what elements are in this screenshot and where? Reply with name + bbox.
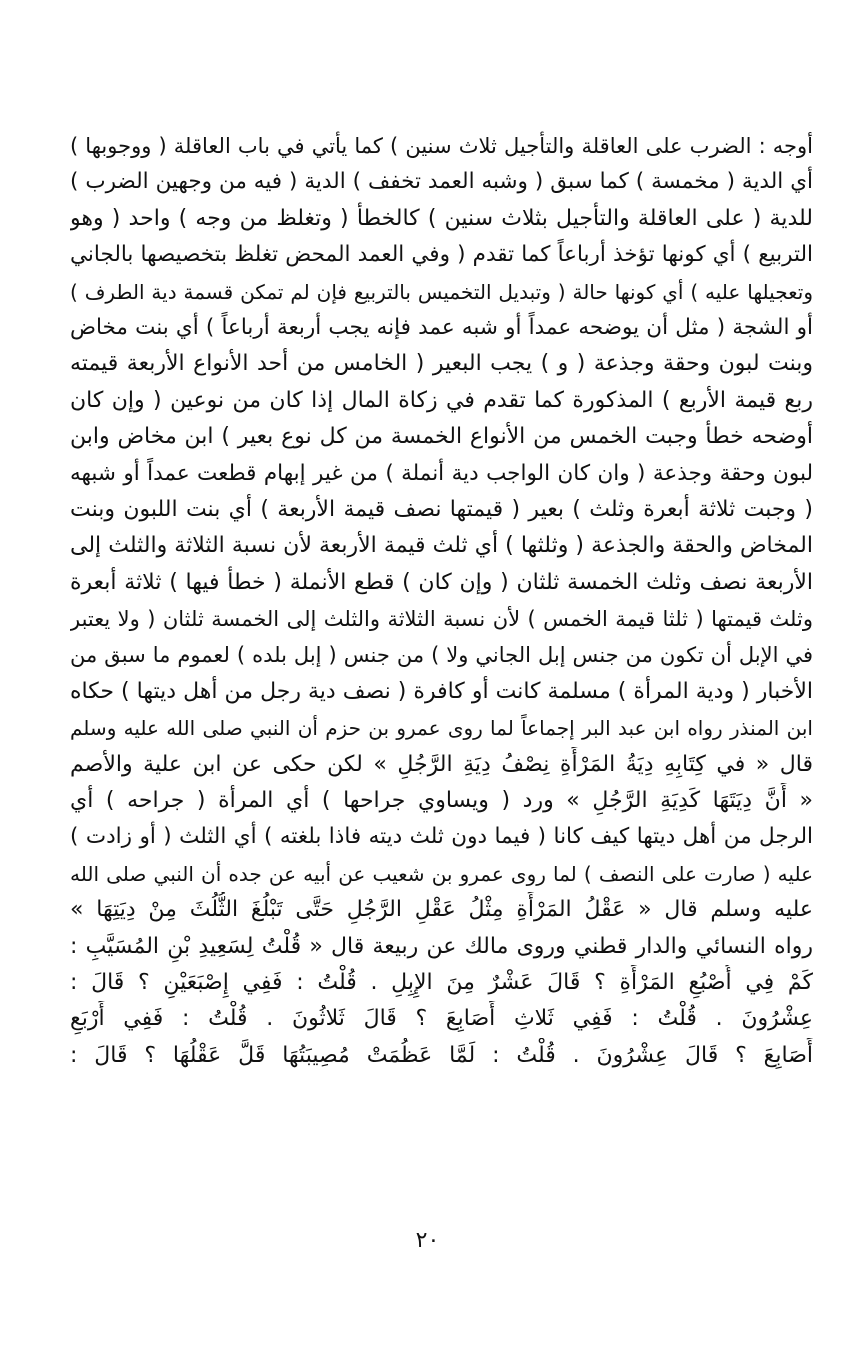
text-line: الرجل من أهل ديتها كيف كانا ( فيما دون ثلث ديته فاذا بلغته ) أي الثلث ( أو زادت ) [70, 824, 813, 850]
text-line: ربع قيمة الأربع ) المذكورة كما تقدم في زكاة المال إذا كان من نوعين ( وإن كان [70, 387, 813, 413]
text-line: عليه وسلم قال « عَقْلُ المَرْأَةِ مِثْلُ عَقْلِ الرَّجُلِ حَتَّى تَبْلُغَ الثُّلُثَ مِنْ دِيَتِهَا » [70, 897, 813, 923]
text-line: قال « في كِتَابِهِ دِيَةُ المَرْأَةِ نِصْفُ دِيَةِ الرَّجُلِ » لكن حكى عن ابن علية والأصم [70, 751, 813, 777]
text-line: أَصَابِعَ ؟ قَالَ عِشْرُونَ . قُلْتُ : لَمَّا عَظُمَتْ مُصِيبَتُهَا قَلَّ عَقْلُهَا ؟ قَالَ : [70, 1042, 813, 1068]
text-line: الأربعة نصف وثلث الخمسة ثلثان ( وإن كان ) قطع الأنملة ( خطأ فيها ) ثلاثة أبعرة [70, 569, 813, 595]
text-line: في الإبل أن تكون من جنس إبل الجاني ولا ) من جنس ( إبل بلده ) لعموم ما سبق من [70, 643, 813, 668]
text-line: وتعجيلها عليه ) أي كونها حالة ( وتبديل التخميس بالتربيع فإن لم تمكن قسمة دية الطرف ) [70, 279, 813, 304]
text-line: عِشْرُونَ . قُلْتُ : فَفِي ثَلاثِ أَصَابِعَ ؟ قَالَ ثَلاثُونَ . قُلْتُ : فَفِي أَرْبَعِ [70, 1006, 813, 1032]
text-line: ابن المنذر رواه ابن عبد البر إجماعاً لما روى عمرو بن حزم أن النبي صلى الله عليه وسلم [70, 716, 813, 741]
text-line: أوضحه خطأ وجبت الخمس من الأنواع الخمسة من كل نوع بعير ) ابن مخاض وابن [70, 424, 813, 450]
text-line: رواه النسائي والدار قطني وروى مالك عن ربيعة قال « قُلْتُ لِسَعِيدِ بْنِ المُسَيَّبِ : [70, 933, 813, 959]
text-line: أو الشجة ( مثل أن يوضحه عمداً أو شبه عمد فإنه يجب أربعة أرباعاً ) أي بنت مخاض [70, 314, 813, 340]
text-line: المخاض والحقة والجذعة ( وثلثها ) أي ثلث قيمة الأربعة لأن نسبة الثلاثة والثلث إلى [70, 533, 813, 559]
page-number: ٢٠ [415, 1228, 440, 1253]
text-line: كَمْ فِي أُصْبُعِ المَرْأَةِ ؟ قَالَ عَشْرٌ مِنَ الإِبِلِ . قُلْتُ : فَفِي إِصْبَعَيْنِ ؟ قَالَ : [70, 969, 813, 995]
text-line: عليه ( صارت على النصف ) لما روى عمرو بن شعيب عن أبيه عن جده أن النبي صلى الله [70, 861, 813, 886]
text-line: ( وجبت ثلاثة أبعرة وثلث ) بعير ( قيمتها نصف قيمة الأربعة ) أي بنت اللبون وبنت [70, 496, 813, 522]
text-line: للدية ( على العاقلة والتأجيل بثلاث سنين ) كالخطأ ( وتغلظ من وجه ) واحد ( وهو [70, 205, 813, 231]
body-text [70, 128, 813, 1074]
text-line: وبنت لبون وحقة وجذعة ( و ) يجب البعير ( الخامس من أحد الأنواع الأربعة قيمته [70, 351, 813, 377]
text-line: « أَنَّ دِيَتَهَا كَدِيَةِ الرَّجُلِ » ورد ( ويساوي جراحها ) أي المرأة ( جراحه ) أي [70, 788, 813, 814]
text-line: أوجه : الضرب على العاقلة والتأجيل ثلاث سنين ) كما يأتي في باب العاقلة ( ووجوبها ) [70, 134, 813, 158]
text-line: الأخبار ( ودية المرأة ) مسلمة كانت أو كافرة ( نصف دية رجل من أهل ديتها ) حكاه [70, 678, 813, 704]
text-line: لبون وحقة وجذعة ( وان كان الواجب دية أنملة ) من غير إبهام قطعت عمداً أو شبهه [70, 460, 813, 486]
text-line: التربيع ) أي كونها تؤخذ أرباعاً كما تقدم ( وفي العمد المحض تغلظ بتخصيصها بالجاني [70, 242, 813, 268]
text-line: أي الدية ( مخمسة ) كما سبق ( وشبه العمد تخفف ) الدية ( فيه من وجهين الضرب ) [70, 169, 813, 195]
text-line: وثلث قيمتها ( ثلثا قيمة الخمس ) لأن نسبة الثلاثة والثلث إلى الخمسة ثلثان ( ولا يعتبر [70, 607, 813, 632]
